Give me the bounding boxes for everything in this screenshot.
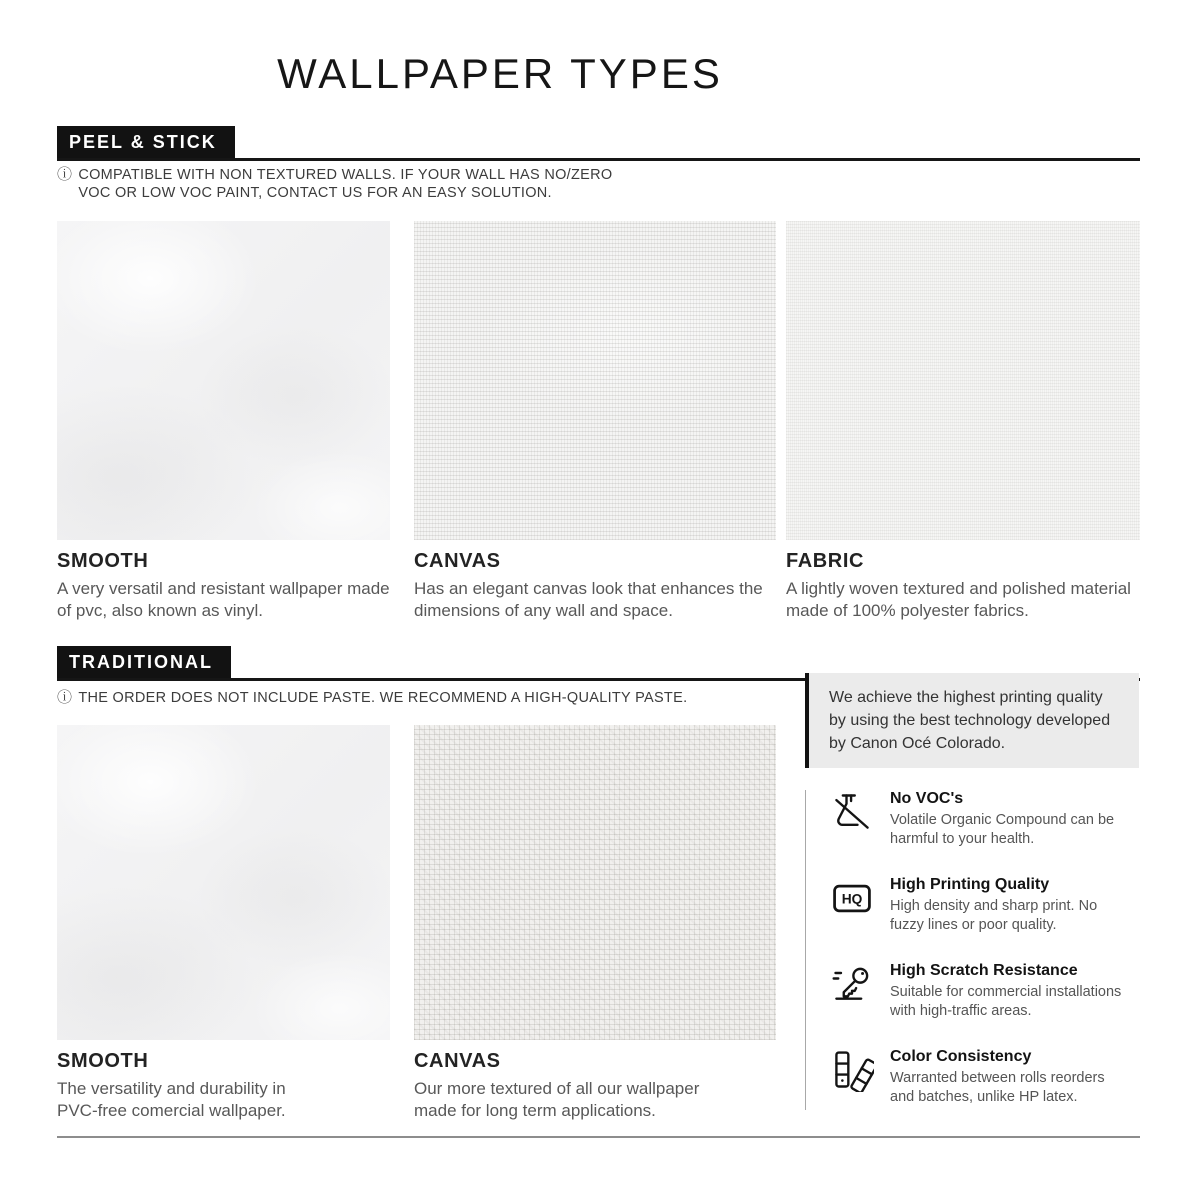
section-label-peel-stick: PEEL & STICK [57, 126, 235, 158]
info-icon: ⓘ [57, 166, 73, 183]
feature-title: No VOC's [890, 790, 964, 807]
peel-stick-note [57, 166, 618, 202]
feature-text [890, 1048, 1130, 1107]
no-voc-flask-icon [830, 790, 874, 834]
card-description: A very versatil and resistant wallpaper made of pvc, also known as vinyl. [57, 579, 390, 620]
smooth-texture-swatch [57, 221, 390, 540]
card-title: SMOOTH [57, 550, 149, 572]
section-label-traditional: TRADITIONAL [57, 646, 231, 678]
feature-description: High density and sharp print. No fuzzy lines or poor quality. [890, 898, 1098, 933]
hq-badge-icon [830, 876, 874, 920]
smooth-texture-swatch [57, 725, 390, 1040]
card-traditional-canvas [414, 725, 776, 1122]
canvas-rough-texture-swatch [414, 725, 776, 1040]
feature-description: Suitable for commercial installations with high-traffic areas. [890, 984, 1122, 1019]
traditional-note [57, 689, 687, 707]
card-traditional-smooth [57, 725, 390, 1122]
card-title: CANVAS [414, 1050, 501, 1072]
color-swatches-icon [830, 1048, 874, 1092]
card-peel-stick-fabric [786, 221, 1140, 622]
feature-color-consistency [830, 1048, 1136, 1107]
feature-title: Color Consistency [890, 1048, 1032, 1065]
feature-text [890, 876, 1130, 935]
note-text: THE ORDER DOES NOT INCLUDE PASTE. WE RECOMMEND A HIGH-QUALITY PASTE. [78, 690, 688, 706]
card-title: FABRIC [786, 550, 865, 572]
feature-title: High Printing Quality [890, 876, 1050, 893]
note-text: COMPATIBLE WITH NON TEXTURED WALLS. IF YOUR WALL HAS NO/ZERO VOC OR LOW VOC PAINT, CONTACT US FOR AN EASY SOLUTION. [78, 167, 613, 201]
card-peel-stick-smooth [57, 221, 390, 622]
quote-text: We achieve the highest printing quality by using the best technology developed by Canon Océ Colorado. [829, 689, 1111, 752]
feature-high-scratch-resistance [830, 962, 1136, 1021]
feature-high-printing-quality [830, 876, 1136, 935]
card-title: SMOOTH [57, 1050, 149, 1072]
feature-title: High Scratch Resistance [890, 962, 1078, 979]
page-title: WALLPAPER TYPES [277, 50, 723, 97]
section-header-peel-stick [57, 126, 1140, 161]
feature-text [890, 790, 1130, 849]
card-peel-stick-canvas [414, 221, 776, 622]
card-title: CANVAS [414, 550, 501, 572]
card-description: Our more textured of all our wallpaper made for long term applications. [414, 1079, 700, 1120]
feature-no-vocs [830, 790, 1136, 849]
svg-text:HQ: HQ [841, 891, 863, 907]
feature-description: Volatile Organic Compound can be harmful to your health. [890, 812, 1115, 847]
canvas-texture-swatch [414, 221, 776, 540]
card-description: Has an elegant canvas look that enhances the dimensions of any wall and space. [414, 579, 763, 620]
card-description: A lightly woven textured and polished material made of 100% polyester fabrics. [786, 579, 1131, 620]
scratch-key-icon [830, 962, 874, 1006]
card-description: The versatility and durability in PVC-free comercial wallpaper. [57, 1079, 286, 1120]
bottom-divider [57, 1136, 1140, 1138]
printing-quality-quote [805, 673, 1139, 768]
feature-text [890, 962, 1130, 1021]
fabric-texture-swatch [786, 221, 1140, 540]
feature-description: Warranted between rolls reorders and batches, unlike HP latex. [890, 1070, 1105, 1105]
info-icon: ⓘ [57, 689, 73, 706]
features-rail-divider [805, 790, 806, 1110]
